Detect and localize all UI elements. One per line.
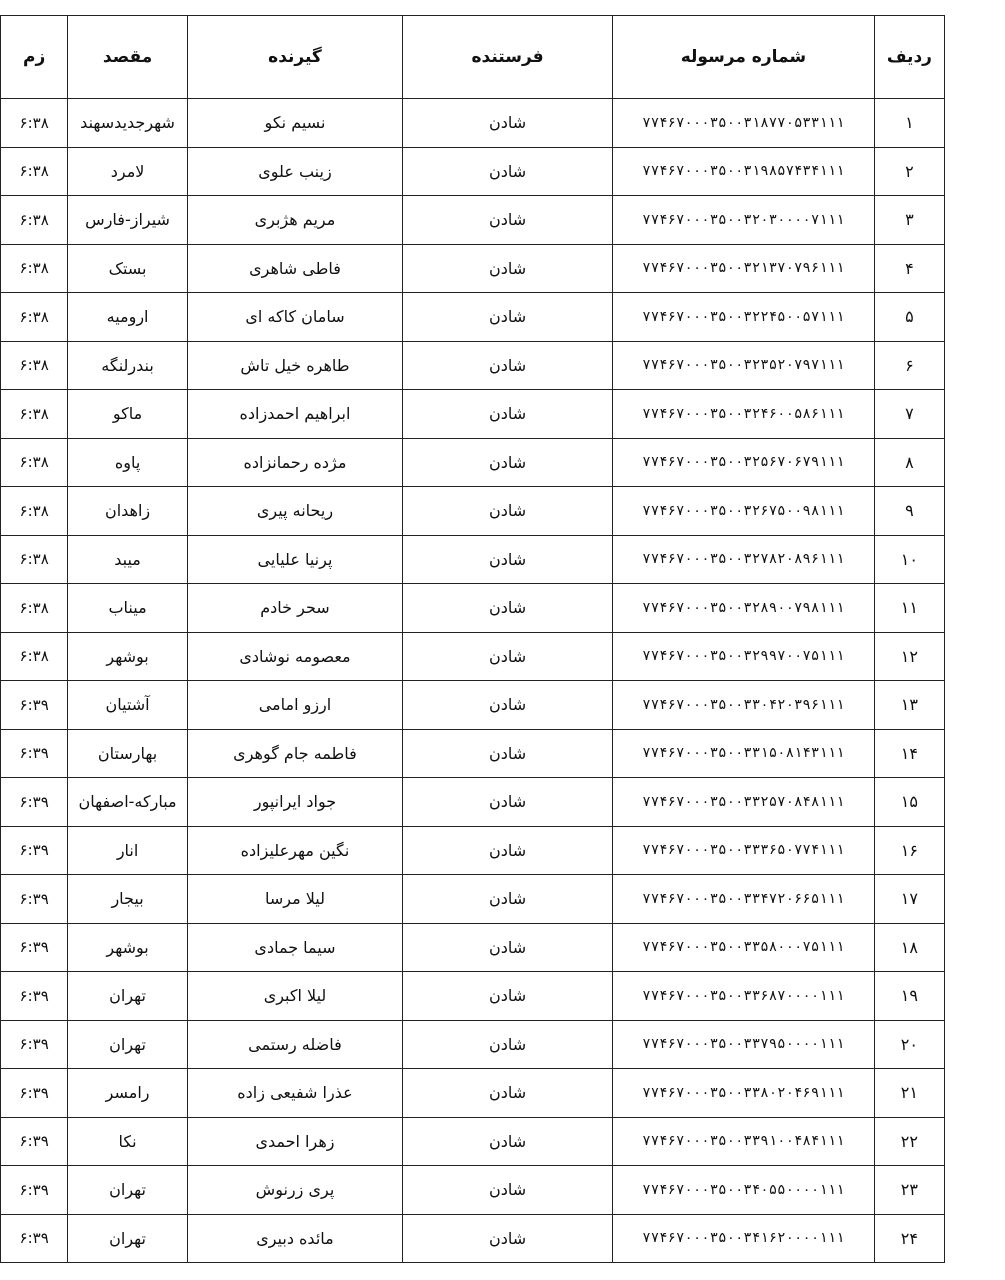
destination-cell: انار xyxy=(68,826,188,875)
row-number-cell: ۱۱ xyxy=(874,584,944,633)
table-row xyxy=(1,487,945,536)
recipient-cell: مریم هژبری xyxy=(187,196,402,245)
time-cell: ۶:۳۹ xyxy=(1,729,68,778)
table-row xyxy=(1,875,945,924)
sender-cell: شادن xyxy=(403,729,613,778)
time-cell: ۶:۳۸ xyxy=(1,196,68,245)
tracking-number-cell: ۷۷۴۶۷۰۰۰۳۵۰۰۳۳۵۸۰۰۰۷۵۱۱۱ xyxy=(613,923,875,972)
time-cell: ۶:۳۹ xyxy=(1,1117,68,1166)
sender-cell: شادن xyxy=(403,535,613,584)
recipient-cell: سیما جمادی xyxy=(187,923,402,972)
shipment-table xyxy=(0,15,945,1263)
time-cell: ۶:۳۸ xyxy=(1,487,68,536)
tracking-number-cell: ۷۷۴۶۷۰۰۰۳۵۰۰۳۳۸۰۲۰۴۶۹۱۱۱ xyxy=(613,1069,875,1118)
recipient-cell: ارزو امامی xyxy=(187,681,402,730)
table-row xyxy=(1,438,945,487)
tracking-number-cell: ۷۷۴۶۷۰۰۰۳۵۰۰۳۴۰۵۵۰۰۰۰۱۱۱ xyxy=(613,1166,875,1215)
recipient-cell: زینب علوی xyxy=(187,147,402,196)
tracking-number-cell: ۷۷۴۶۷۰۰۰۳۵۰۰۳۲۸۹۰۰۷۹۸۱۱۱ xyxy=(613,584,875,633)
recipient-cell: عذرا شفیعی زاده xyxy=(187,1069,402,1118)
tracking-number-cell: ۷۷۴۶۷۰۰۰۳۵۰۰۳۲۹۹۷۰۰۷۵۱۱۱ xyxy=(613,632,875,681)
destination-cell: پاوه xyxy=(68,438,188,487)
recipient-cell: ابراهیم احمدزاده xyxy=(187,390,402,439)
tracking-number-cell: ۷۷۴۶۷۰۰۰۳۵۰۰۳۱۹۸۵۷۴۳۴۱۱۱ xyxy=(613,147,875,196)
recipient-cell: مائده دبیری xyxy=(187,1214,402,1263)
table-body xyxy=(1,99,945,1263)
table-row xyxy=(1,244,945,293)
destination-cell: لامرد xyxy=(68,147,188,196)
sender-cell: شادن xyxy=(403,1020,613,1069)
tracking-number-cell: ۷۷۴۶۷۰۰۰۳۵۰۰۳۲۷۸۲۰۸۹۶۱۱۱ xyxy=(613,535,875,584)
sender-cell: شادن xyxy=(403,341,613,390)
tracking-number-cell: ۷۷۴۶۷۰۰۰۳۵۰۰۳۳۰۴۲۰۳۹۶۱۱۱ xyxy=(613,681,875,730)
destination-cell: شهرجدیدسهند xyxy=(68,99,188,148)
row-number-cell: ۱۵ xyxy=(874,778,944,827)
tracking-number-cell: ۷۷۴۶۷۰۰۰۳۵۰۰۳۳۹۱۰۰۴۸۴۱۱۱ xyxy=(613,1117,875,1166)
row-number-cell: ۲۳ xyxy=(874,1166,944,1215)
header-sender: فرستنده xyxy=(403,16,613,99)
destination-cell: بیجار xyxy=(68,875,188,924)
sender-cell: شادن xyxy=(403,1117,613,1166)
destination-cell: تهران xyxy=(68,1020,188,1069)
tracking-number-cell: ۷۷۴۶۷۰۰۰۳۵۰۰۳۳۷۹۵۰۰۰۰۱۱۱ xyxy=(613,1020,875,1069)
recipient-cell: طاهره خیل تاش xyxy=(187,341,402,390)
tracking-number-cell: ۷۷۴۶۷۰۰۰۳۵۰۰۳۲۳۵۲۰۷۹۷۱۱۱ xyxy=(613,341,875,390)
time-cell: ۶:۳۹ xyxy=(1,1166,68,1215)
destination-cell: زاهدان xyxy=(68,487,188,536)
tracking-number-cell: ۷۷۴۶۷۰۰۰۳۵۰۰۳۳۲۵۷۰۸۴۸۱۱۱ xyxy=(613,778,875,827)
row-number-cell: ۸ xyxy=(874,438,944,487)
row-number-cell: ۱۶ xyxy=(874,826,944,875)
destination-cell: تهران xyxy=(68,1166,188,1215)
sender-cell: شادن xyxy=(403,244,613,293)
recipient-cell: ریحانه پیری xyxy=(187,487,402,536)
recipient-cell: پری زرنوش xyxy=(187,1166,402,1215)
recipient-cell: جواد ایرانپور xyxy=(187,778,402,827)
tracking-number-cell: ۷۷۴۶۷۰۰۰۳۵۰۰۳۲۲۴۵۰۰۵۷۱۱۱ xyxy=(613,293,875,342)
table-header-row xyxy=(1,16,945,99)
table-row xyxy=(1,99,945,148)
time-cell: ۶:۳۹ xyxy=(1,681,68,730)
destination-cell: تهران xyxy=(68,972,188,1021)
sender-cell: شادن xyxy=(403,681,613,730)
destination-cell: بستک xyxy=(68,244,188,293)
table-row xyxy=(1,1117,945,1166)
destination-cell: مبارکه-اصفهان xyxy=(68,778,188,827)
time-cell: ۶:۳۹ xyxy=(1,875,68,924)
table-row xyxy=(1,147,945,196)
row-number-cell: ۱۸ xyxy=(874,923,944,972)
table-row xyxy=(1,972,945,1021)
table-row xyxy=(1,923,945,972)
row-number-cell: ۱۷ xyxy=(874,875,944,924)
recipient-cell: فاطی شاهری xyxy=(187,244,402,293)
row-number-cell: ۱۳ xyxy=(874,681,944,730)
header-tracking-number: شماره مرسوله xyxy=(613,16,875,99)
destination-cell: شیراز-فارس xyxy=(68,196,188,245)
row-number-cell: ۲۴ xyxy=(874,1214,944,1263)
destination-cell: بهارستان xyxy=(68,729,188,778)
destination-cell: بندرلنگه xyxy=(68,341,188,390)
sender-cell: شادن xyxy=(403,196,613,245)
recipient-cell: مژده رحمانزاده xyxy=(187,438,402,487)
row-number-cell: ۱ xyxy=(874,99,944,148)
destination-cell: میناب xyxy=(68,584,188,633)
time-cell: ۶:۳۸ xyxy=(1,584,68,633)
sender-cell: شادن xyxy=(403,584,613,633)
sender-cell: شادن xyxy=(403,293,613,342)
table-row xyxy=(1,1214,945,1263)
sender-cell: شادن xyxy=(403,390,613,439)
row-number-cell: ۶ xyxy=(874,341,944,390)
sender-cell: شادن xyxy=(403,923,613,972)
table-row xyxy=(1,390,945,439)
row-number-cell: ۴ xyxy=(874,244,944,293)
recipient-cell: نگین مهرعلیزاده xyxy=(187,826,402,875)
row-number-cell: ۱۲ xyxy=(874,632,944,681)
recipient-cell: لیلا مرسا xyxy=(187,875,402,924)
destination-cell: آشتیان xyxy=(68,681,188,730)
destination-cell: ماکو xyxy=(68,390,188,439)
tracking-number-cell: ۷۷۴۶۷۰۰۰۳۵۰۰۳۲۰۳۰۰۰۰۷۱۱۱ xyxy=(613,196,875,245)
tracking-number-cell: ۷۷۴۶۷۰۰۰۳۵۰۰۳۳۱۵۰۸۱۴۳۱۱۱ xyxy=(613,729,875,778)
row-number-cell: ۲۰ xyxy=(874,1020,944,1069)
recipient-cell: پرنیا علیایی xyxy=(187,535,402,584)
time-cell: ۶:۳۸ xyxy=(1,632,68,681)
header-recipient: گیرنده xyxy=(187,16,402,99)
table-row xyxy=(1,1069,945,1118)
header-row-number: ردیف xyxy=(874,16,944,99)
time-cell: ۶:۳۸ xyxy=(1,99,68,148)
time-cell: ۶:۳۹ xyxy=(1,1020,68,1069)
tracking-number-cell: ۷۷۴۶۷۰۰۰۳۵۰۰۳۴۱۶۲۰۰۰۰۱۱۱ xyxy=(613,1214,875,1263)
time-cell: ۶:۳۹ xyxy=(1,826,68,875)
table-row xyxy=(1,681,945,730)
destination-cell: نکا xyxy=(68,1117,188,1166)
destination-cell: ارومیه xyxy=(68,293,188,342)
sender-cell: شادن xyxy=(403,875,613,924)
row-number-cell: ۱۹ xyxy=(874,972,944,1021)
header-time: زم xyxy=(1,16,68,99)
sender-cell: شادن xyxy=(403,487,613,536)
table-row xyxy=(1,535,945,584)
recipient-cell: فاطمه جام گوهری xyxy=(187,729,402,778)
tracking-number-cell: ۷۷۴۶۷۰۰۰۳۵۰۰۳۱۸۷۷۰۵۳۳۱۱۱ xyxy=(613,99,875,148)
table-row xyxy=(1,729,945,778)
sender-cell: شادن xyxy=(403,778,613,827)
time-cell: ۶:۳۹ xyxy=(1,1069,68,1118)
sender-cell: شادن xyxy=(403,972,613,1021)
table-row xyxy=(1,778,945,827)
header-destination: مقصد xyxy=(68,16,188,99)
sender-cell: شادن xyxy=(403,826,613,875)
time-cell: ۶:۳۹ xyxy=(1,923,68,972)
sender-cell: شادن xyxy=(403,438,613,487)
time-cell: ۶:۳۸ xyxy=(1,438,68,487)
row-number-cell: ۲۲ xyxy=(874,1117,944,1166)
table-row xyxy=(1,341,945,390)
time-cell: ۶:۳۸ xyxy=(1,341,68,390)
destination-cell: بوشهر xyxy=(68,923,188,972)
time-cell: ۶:۳۸ xyxy=(1,390,68,439)
table-row xyxy=(1,632,945,681)
sender-cell: شادن xyxy=(403,99,613,148)
table-row xyxy=(1,293,945,342)
tracking-number-cell: ۷۷۴۶۷۰۰۰۳۵۰۰۳۳۶۸۷۰۰۰۰۱۱۱ xyxy=(613,972,875,1021)
row-number-cell: ۲ xyxy=(874,147,944,196)
recipient-cell: نسیم نکو xyxy=(187,99,402,148)
table-row xyxy=(1,196,945,245)
time-cell: ۶:۳۹ xyxy=(1,972,68,1021)
row-number-cell: ۹ xyxy=(874,487,944,536)
tracking-number-cell: ۷۷۴۶۷۰۰۰۳۵۰۰۳۲۵۶۷۰۶۷۹۱۱۱ xyxy=(613,438,875,487)
table-row xyxy=(1,826,945,875)
sender-cell: شادن xyxy=(403,1166,613,1215)
tracking-number-cell: ۷۷۴۶۷۰۰۰۳۵۰۰۳۲۴۶۰۰۵۸۶۱۱۱ xyxy=(613,390,875,439)
table-row xyxy=(1,1166,945,1215)
time-cell: ۶:۳۹ xyxy=(1,778,68,827)
tracking-number-cell: ۷۷۴۶۷۰۰۰۳۵۰۰۳۳۳۶۵۰۷۷۴۱۱۱ xyxy=(613,826,875,875)
time-cell: ۶:۳۹ xyxy=(1,1214,68,1263)
row-number-cell: ۵ xyxy=(874,293,944,342)
tracking-number-cell: ۷۷۴۶۷۰۰۰۳۵۰۰۳۲۶۷۵۰۰۹۸۱۱۱ xyxy=(613,487,875,536)
row-number-cell: ۱۴ xyxy=(874,729,944,778)
row-number-cell: ۳ xyxy=(874,196,944,245)
row-number-cell: ۱۰ xyxy=(874,535,944,584)
destination-cell: میبد xyxy=(68,535,188,584)
time-cell: ۶:۳۸ xyxy=(1,293,68,342)
sender-cell: شادن xyxy=(403,632,613,681)
destination-cell: تهران xyxy=(68,1214,188,1263)
recipient-cell: فاضله رستمی xyxy=(187,1020,402,1069)
recipient-cell: لیلا اکبری xyxy=(187,972,402,1021)
recipient-cell: معصومه نوشادی xyxy=(187,632,402,681)
sender-cell: شادن xyxy=(403,147,613,196)
sender-cell: شادن xyxy=(403,1069,613,1118)
table-row xyxy=(1,584,945,633)
recipient-cell: زهرا احمدی xyxy=(187,1117,402,1166)
row-number-cell: ۲۱ xyxy=(874,1069,944,1118)
shipment-sheet xyxy=(0,15,945,1275)
destination-cell: بوشهر xyxy=(68,632,188,681)
time-cell: ۶:۳۸ xyxy=(1,244,68,293)
recipient-cell: سامان کاکه ای xyxy=(187,293,402,342)
destination-cell: رامسر xyxy=(68,1069,188,1118)
tracking-number-cell: ۷۷۴۶۷۰۰۰۳۵۰۰۳۳۴۷۲۰۶۶۵۱۱۱ xyxy=(613,875,875,924)
time-cell: ۶:۳۸ xyxy=(1,535,68,584)
tracking-number-cell: ۷۷۴۶۷۰۰۰۳۵۰۰۳۲۱۳۷۰۷۹۶۱۱۱ xyxy=(613,244,875,293)
table-row xyxy=(1,1020,945,1069)
row-number-cell: ۷ xyxy=(874,390,944,439)
recipient-cell: سحر خادم xyxy=(187,584,402,633)
time-cell: ۶:۳۸ xyxy=(1,147,68,196)
sender-cell: شادن xyxy=(403,1214,613,1263)
